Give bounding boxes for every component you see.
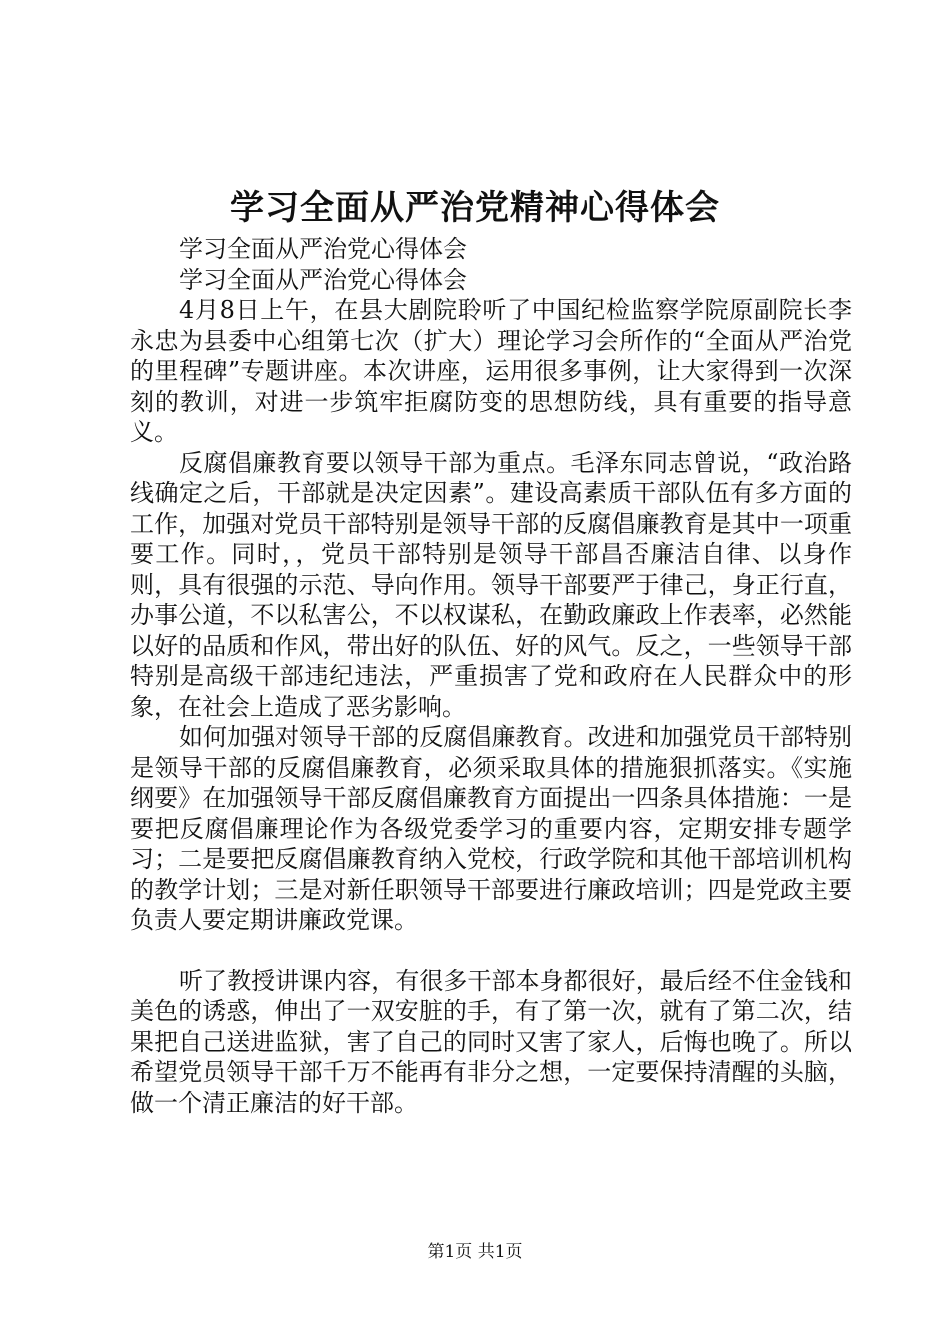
subtitle-line: 学习全面从严治党心得体会: [179, 265, 467, 294]
paragraph-leaders-focus: 反腐倡廉教育要以领导干部为重点。毛泽东同志曾说，“政治路线确定之后，干部就是决定因素”。建设高素质干部队伍有多方面的工作，加强对党员干部特别是领导干部的反腐倡廉教育是其中一项重要工作。同时，，党员干部特别是领导干部昌否廉洁自律、以身作则，具有很强的示范、导向作用。领导干部要严于律己，身正行直，办事公道，不以私害公，不以权谋私，在勤政廉政上作表率，必然能以好的品质和作风，带出好的队伍、好的风气。反之，一些领导干部特别是高级干部违纪违法，严重损害了党和政府在人民群众中的形象，在社会上造成了恶劣影响。: [130, 448, 852, 721]
paragraph-education-measures: 如何加强对领导干部的反腐倡廉教育。改进和加强党员干部特别是领导干部的反腐倡廉教育，必须采取具体的措施狠抓落实。《实施纲要》在加强领导干部反腐倡廉教育方面提出一四条具体措施：一是要把反腐倡廉理论作为各级党委学习的重要内容，定期安排专题学习；二是要把反腐倡廉教育纳入党校，行政学院和其他干部培训机构的教学计划；三是对新任职领导干部要进行廉政培训；四是党政主要负责人要定期讲廉政党课。: [130, 723, 852, 934]
paragraph-lecture: 4月8日上午，在县大剧院聆听了中国纪检监察学院原副院长李永忠为县委中心组第七次（扩大）理论学习会所作的“全面从严治党的里程碑”专题讲座。本次讲座，运用很多事例，让大家得到一次深刻的教训，对进一步筑牢拒腐防变的思想防线，具有重要的指导意义。: [130, 296, 852, 446]
subtitle-line: 学习全面从严治党心得体会: [179, 235, 467, 263]
document-title: 学习全面从严治党精神心得体会: [230, 188, 720, 228]
page-footer: 第1页 共1页: [427, 1242, 523, 1262]
paragraph-reflection: 听了教授讲课内容，有很多干部本身都很好，最后经不住金钱和美色的诱惑，伸出了一双安脏的手，有了第一次，就有了第二次，结果把自己送进监狱，害了自己的同时又害了家人，后悔也晚了。所以希望党员领导干部千万不能再有非分之想，一定要保持清醒的头脑，做一个清正廉洁的好干部。: [130, 966, 852, 1117]
document-body: [130, 234, 852, 1118]
